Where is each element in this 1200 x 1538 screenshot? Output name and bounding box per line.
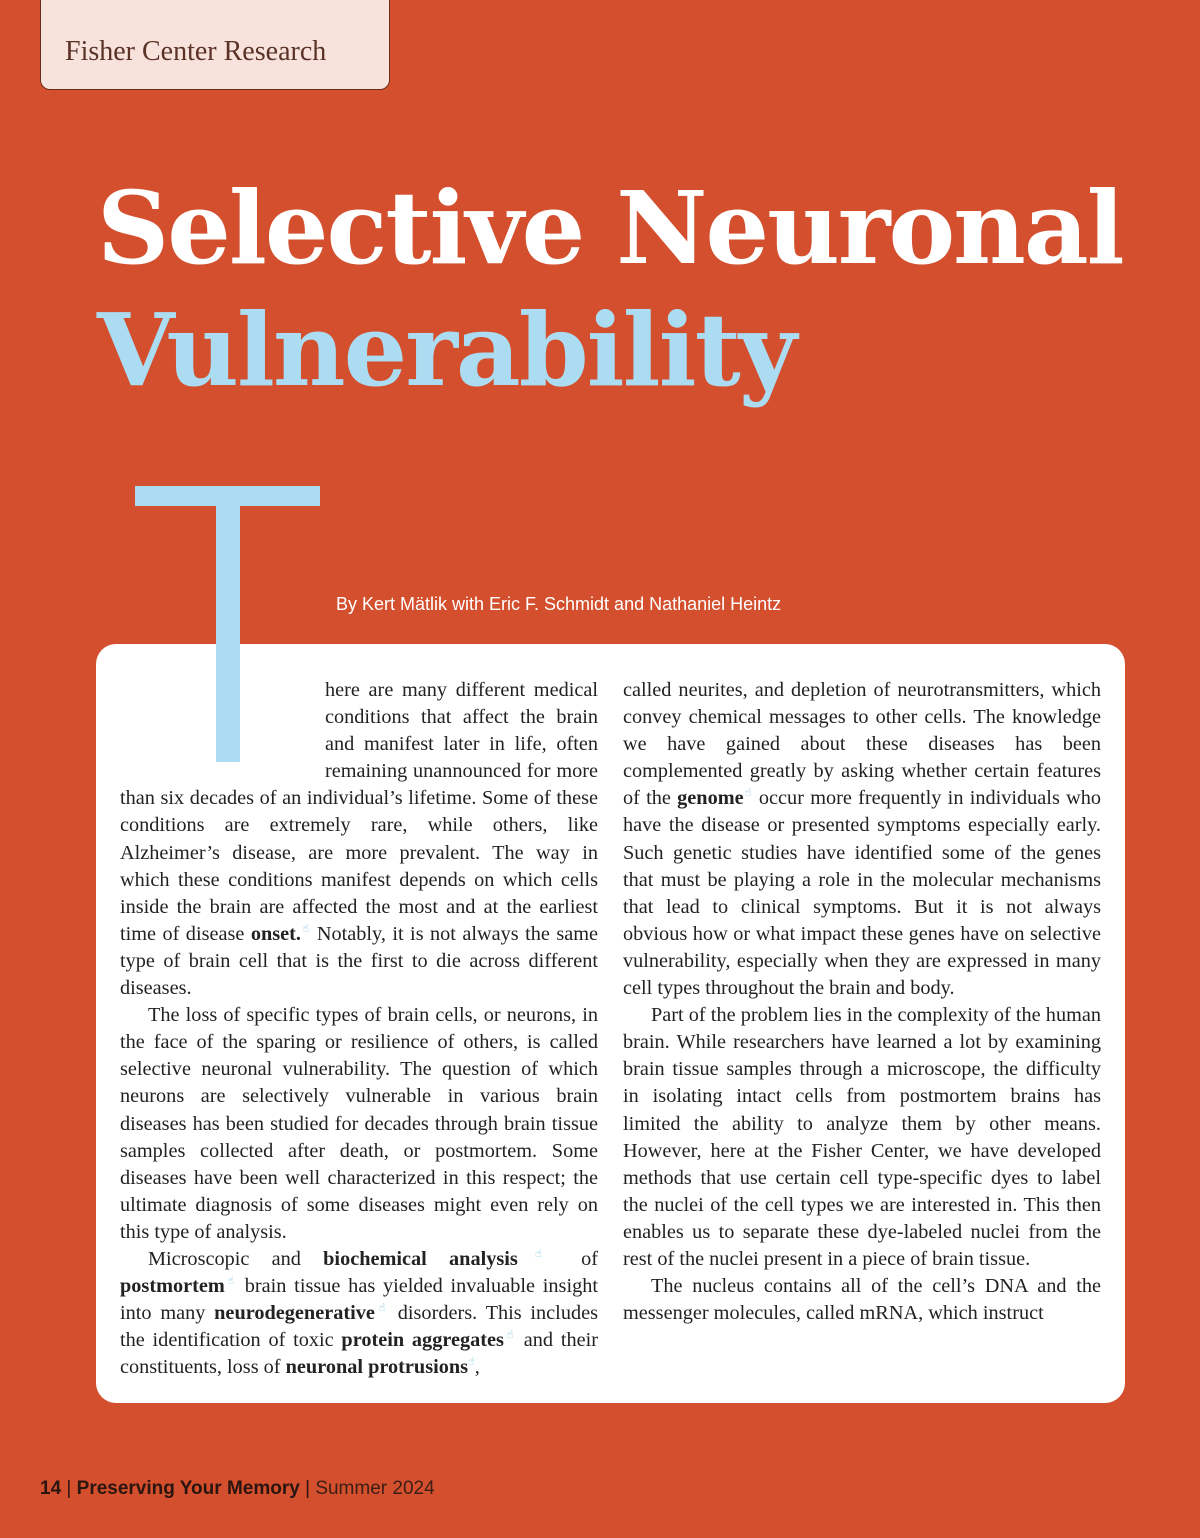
- paragraph-2: The loss of specific types of brain cells, or neurons, in the face of the sparing or resilience of others, is called selective neuronal vulnerability. The question of which neurons are selectively vulnerable in various brain diseases has been studied for decades through brain tissue samples collected after death, or postmortem. Some diseases have been well characterized in this respect; the ultimate diagnosis of some diseases might even rely on this type of analysis.: [120, 1004, 598, 1243]
- footer-separator: |: [305, 1478, 311, 1499]
- p3-text-h: occur more frequently in individuals who have the disease or presented symptoms especially early. Such genetic studies have identified some of the genes that must be playing a role in the molecular mechanisms that lead to clinical symptoms. But it is not always obvious how or what impact these genes have on selective vulnerability, especially when they are expressed in many cell types throughout the brain and body.: [623, 787, 1101, 1000]
- footer-separator: |: [66, 1478, 72, 1499]
- paragraph-3-continued: [623, 677, 1101, 1002]
- p3-text-b: of: [558, 1247, 598, 1270]
- title-line-2: Vulnerability: [97, 291, 795, 409]
- p3-text-g: called neurites, and depletion of neurotransmitters, which convey chemical messages to other cells. The knowledge we have gained about these diseases has been complemented greatly by asking whether certain features of the: [623, 679, 1101, 810]
- pointing-hand-icon[interactable]: ☝: [468, 1355, 475, 1369]
- drop-cap-space: [120, 677, 325, 785]
- title-line-1: Selective Neuronal: [97, 169, 1123, 287]
- paragraph-1: [120, 677, 598, 1002]
- glossary-term-neurodegenerative[interactable]: neurodegenerative: [214, 1302, 375, 1325]
- p3-text-f: ,: [474, 1356, 480, 1379]
- article-column-2: [623, 677, 1101, 1327]
- publication-name: Preserving Your Memory: [76, 1478, 300, 1499]
- section-tab-label: Fisher Center Research: [65, 36, 327, 67]
- page-footer: [40, 1478, 435, 1500]
- byline: By Kert Mätlik with Eric F. Schmidt and Nathaniel Heintz: [336, 594, 782, 614]
- p3-text-d: disorders. This includes the identification of toxic: [120, 1302, 598, 1352]
- glossary-term-protein-aggregates[interactable]: protein aggregates: [341, 1329, 504, 1352]
- p3-text-e: and their constituents, loss of: [120, 1329, 598, 1379]
- pointing-hand-icon[interactable]: ☝: [517, 1247, 559, 1261]
- glossary-term-postmortem[interactable]: postmortem: [120, 1275, 225, 1298]
- p3-text-a: Microscopic and: [148, 1247, 324, 1270]
- p1-text-b: Notably, it is not always the same type of brain cell that is the first to die across different diseases.: [120, 922, 598, 1000]
- pointing-hand-icon[interactable]: ☝: [503, 1328, 516, 1342]
- p1-text-a: here are many different medical conditions that affect the brain and manifest later in life, often remaining unannounced for more than six decades of an individual’s lifetime. Some of these conditions are extremely rare, while others, like Alzheimer’s disease, are more prevalent. The way in which these conditions manifest depends on which cells inside the brain are affected the most and at the earliest time of disease: [120, 679, 598, 945]
- paragraph-5: The nucleus contains all of the cell’s DNA and the messenger molecules, called mRNA, which instruct: [623, 1275, 1101, 1325]
- glossary-term-genome[interactable]: genome: [677, 787, 744, 810]
- issue-season: Summer 2024: [315, 1478, 435, 1499]
- pointing-hand-icon[interactable]: ☝: [743, 786, 753, 800]
- paragraph-3-start: [120, 1246, 598, 1381]
- glossary-term-neuronal-protrusions[interactable]: neuronal protrusions: [285, 1356, 469, 1379]
- p3-text-c: brain tissue has yielded invaluable insight into many: [120, 1275, 598, 1325]
- page-number: 14: [40, 1478, 62, 1499]
- pointing-hand-icon[interactable]: ☝: [300, 922, 311, 936]
- glossary-term-biochemical-analysis[interactable]: biochemical analysis: [323, 1247, 518, 1270]
- glossary-term-onset[interactable]: onset.: [250, 922, 301, 945]
- article-column-1: [120, 677, 598, 1381]
- pointing-hand-icon[interactable]: ☝: [374, 1301, 389, 1315]
- pointing-hand-icon[interactable]: ☝: [224, 1274, 237, 1288]
- paragraph-4: Part of the problem lies in the complexity of the human brain. While researchers have learned a lot by examining brain tissue samples through a microscope, the difficulty in isolating intact cells from postmortem brains has limited the ability to analyze them by other means. However, here at the Fisher Center, we have developed methods that use certain cell type-specific dyes to label the nuclei of the cell types we are interested in. This then enables us to separate these dye-labeled nuclei from the rest of the nuclei present in a piece of brain tissue.: [623, 1004, 1101, 1270]
- section-tab: [40, 0, 390, 90]
